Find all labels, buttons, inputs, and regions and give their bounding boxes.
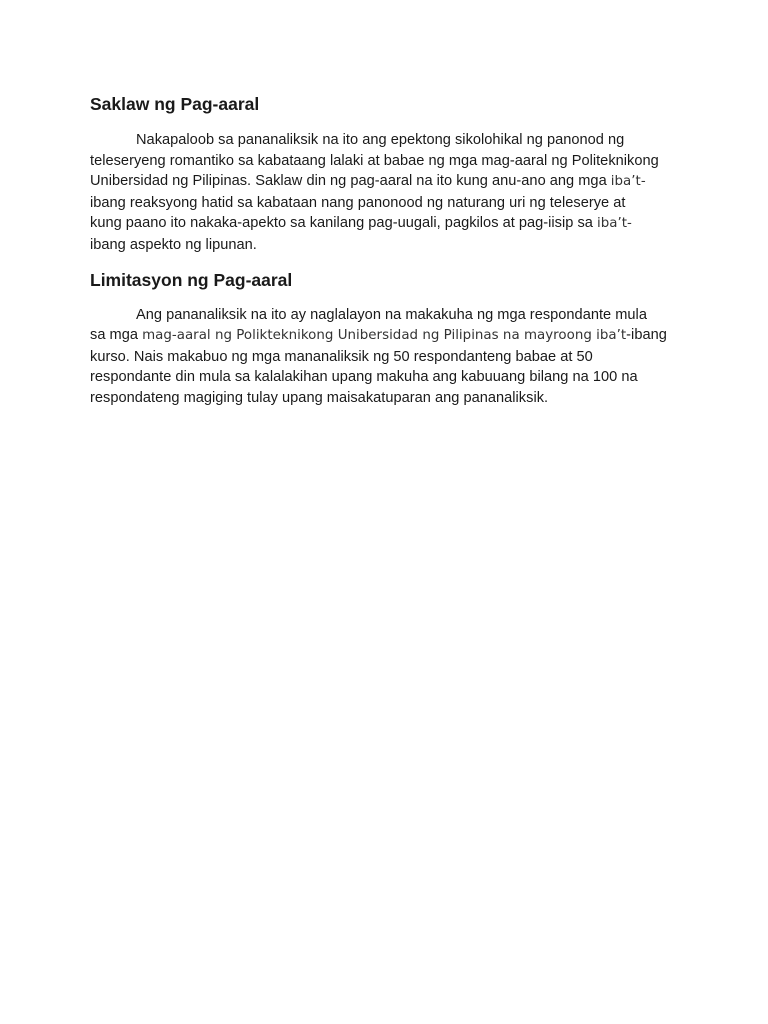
- paragraph-line: sa mga mag-aaral ng Polikteknikong Unibersidad ng Pilipinas na mayroong iba’t-ibang: [90, 327, 667, 344]
- paragraph-line: kurso. Nais makabuo ng mga mananaliksik ng 50 respondanteng babae at 50: [90, 348, 593, 365]
- text-fragment: iba’t-: [597, 216, 632, 232]
- paragraph-line: respondante din mula sa kalalakihan upang makuha ang kabuuang bilang na 100 na: [90, 369, 638, 386]
- paragraph-line: Unibersidad ng Pilipinas. Saklaw din ng pag-aaral na ito kung anu-ano ang mga iba’t-: [90, 173, 646, 190]
- paragraph-saklaw: [90, 130, 680, 256]
- paragraph-line: ibang aspekto ng lipunan.: [90, 236, 257, 253]
- document-content: [90, 92, 680, 409]
- paragraph-line: Ang pananaliksik na ito ay naglalayon na makakuha ng mga respondante mula: [136, 306, 647, 323]
- paragraph-limitasyon: [90, 305, 680, 409]
- paragraph-line: ibang reaksyong hatid sa kabataan nang panonood ng naturang uri ng teleserye at: [90, 194, 626, 211]
- paragraph-line: Nakapaloob sa pananaliksik na ito ang epektong sikolohikal ng panonod ng: [136, 132, 625, 148]
- section-heading-saklaw: Saklaw ng Pag-aaral: [90, 94, 260, 114]
- paragraph-line: respondateng magiging tulay upang maisakatuparan ang pananaliksik.: [90, 389, 549, 406]
- text-fragment: mag-aaral ng Polikteknikong Unibersidad ng Pilipinas na mayroong iba’t: [142, 328, 627, 344]
- text-fragment: iba’t-: [610, 174, 646, 190]
- paragraph-line: teleseryeng romantiko sa kabataang lalaki at babae ng mga mag-aaral ng Politeknikong: [90, 152, 659, 169]
- paragraph-line: kung paano ito nakaka-apekto sa kanilang pag-uugali, pagkilos at pag-iisip sa iba’t-: [90, 215, 632, 232]
- section-heading-limitasyon: Limitasyon ng Pag-aaral: [90, 269, 293, 290]
